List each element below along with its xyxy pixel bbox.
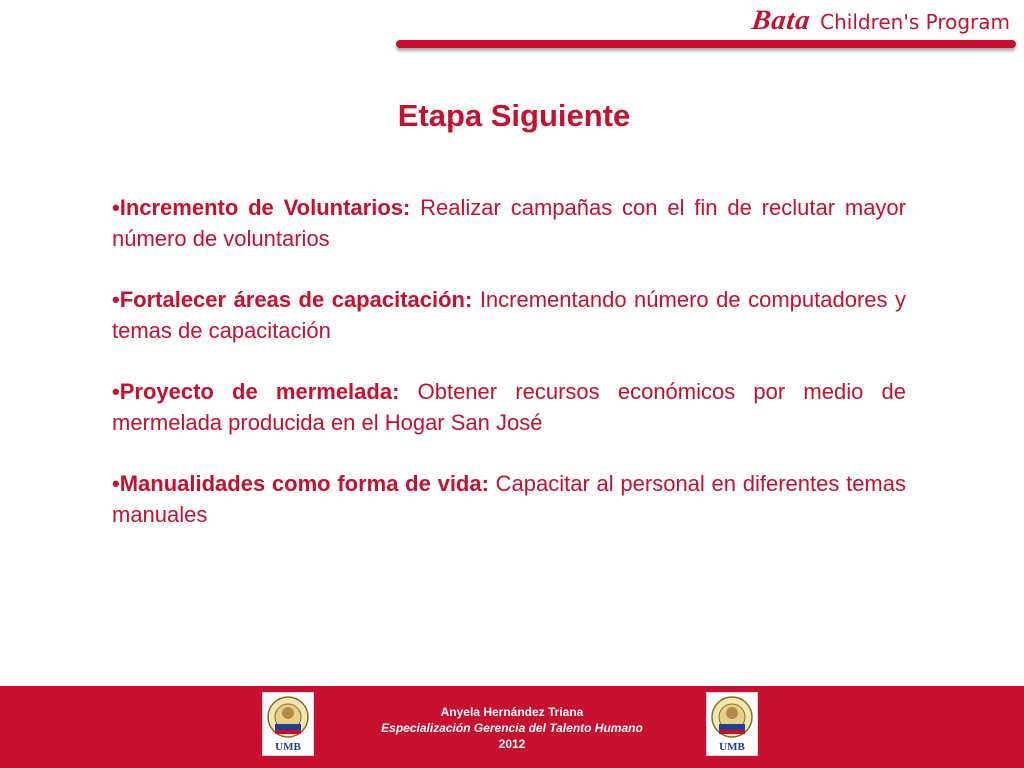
bullet-text: Capacitar al personal en diferentes temas manuales <box>112 471 906 527</box>
bullet-lead: Fortalecer áreas de capacitación: <box>119 287 473 312</box>
bullet-icon: • <box>112 471 120 496</box>
bullet-text: Realizar campañas con el fin de reclutar mayor número de voluntarios <box>112 195 906 251</box>
header-brand <box>749 5 1010 36</box>
bullet-list <box>112 192 906 560</box>
bullet-lead: Proyecto de mermelada: <box>119 379 400 404</box>
umb-seal-icon <box>706 692 758 756</box>
bullet-icon: • <box>112 379 120 404</box>
program-name: Children's Program <box>820 10 1010 34</box>
bullet-text: Incrementando número de computadores y temas de capacitación <box>112 287 906 343</box>
bullet-item <box>112 192 906 254</box>
bata-logo: Bata <box>749 5 813 36</box>
bullet-item <box>112 284 906 346</box>
bullet-icon: • <box>112 195 120 220</box>
bullet-item <box>112 376 906 438</box>
bullet-icon: • <box>112 287 120 312</box>
footer-year: 2012 <box>498 737 526 751</box>
bullet-item <box>112 468 906 530</box>
slide-title: Etapa Siguiente <box>397 98 631 133</box>
svg-text:UMB: UMB <box>275 741 301 753</box>
header-divider <box>396 40 1016 48</box>
footer <box>0 686 1024 768</box>
bullet-lead: Incremento de Voluntarios: <box>119 195 411 220</box>
footer-author: Anyela Hernández Triana <box>440 705 584 719</box>
svg-text:UMB: UMB <box>719 741 745 753</box>
bullet-text: Obtener recursos económicos por medio de mermelada producida en el Hogar San José <box>112 379 907 435</box>
bullet-lead: Manualidades como forma de vida: <box>119 471 489 496</box>
footer-program: Especialización Gerencia del Talento Humano <box>381 721 643 735</box>
footer-text <box>0 704 1024 752</box>
